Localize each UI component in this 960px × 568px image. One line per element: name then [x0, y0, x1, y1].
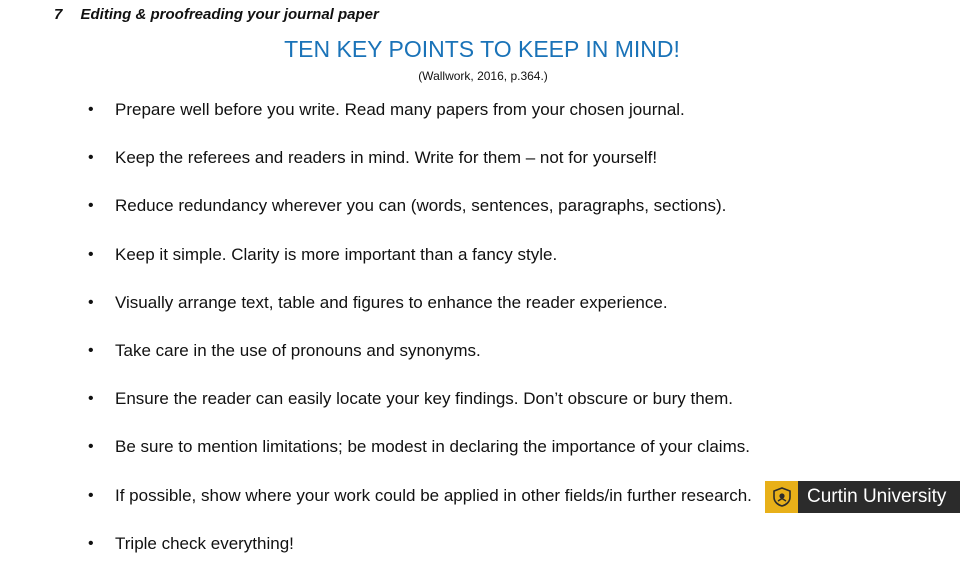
bullet-icon: • — [88, 438, 94, 456]
list-item — [88, 279, 752, 327]
list-item-text: Be sure to mention limitations; be modest in declaring the importance of your claims. — [115, 437, 750, 457]
list-item — [88, 327, 752, 375]
bullet-icon: • — [88, 149, 94, 167]
slide-section-title: Editing & proofreading your journal paper — [80, 6, 379, 23]
list-item-text: Keep the referees and readers in mind. Write for them – not for yourself! — [115, 148, 658, 168]
list-item-text: Triple check everything! — [115, 533, 294, 553]
curtin-crest-icon — [765, 481, 798, 513]
bullet-icon: • — [88, 245, 94, 263]
bullet-icon: • — [88, 486, 94, 504]
bullet-icon: • — [88, 390, 94, 408]
list-item — [88, 86, 752, 134]
bullet-icon: • — [88, 197, 94, 215]
bullet-icon: • — [88, 534, 94, 552]
list-item-text: Keep it simple. Clarity is more important than a fancy style. — [115, 244, 558, 264]
key-points-list — [88, 86, 752, 568]
list-item — [88, 472, 752, 520]
list-item — [88, 375, 752, 423]
curtin-university-logo — [765, 481, 960, 513]
list-item — [88, 520, 752, 568]
page-title: TEN KEY POINTS TO KEEP IN MIND! — [284, 36, 680, 62]
list-item-text: Take care in the use of pronouns and synonyms. — [115, 341, 481, 361]
list-item — [88, 231, 752, 279]
list-item — [88, 182, 752, 230]
bullet-icon: • — [88, 293, 94, 311]
logo-text: Curtin University — [807, 486, 947, 507]
list-item — [88, 423, 752, 471]
list-item-text: Prepare well before you write. Read many papers from your chosen journal. — [115, 100, 685, 120]
citation: (Wallwork, 2016, p.364.) — [418, 69, 548, 83]
slide-header — [54, 6, 379, 23]
list-item-text: If possible, show where your work could be applied in other fields/in further research. — [115, 485, 752, 505]
list-item-text: Ensure the reader can easily locate your key findings. Don’t obscure or bury them. — [115, 389, 733, 409]
list-item-text: Visually arrange text, table and figures to enhance the reader experience. — [115, 292, 668, 312]
bullet-icon: • — [88, 101, 94, 119]
bullet-icon: • — [88, 342, 94, 360]
list-item-text: Reduce redundancy wherever you can (words, sentences, paragraphs, sections). — [115, 196, 727, 216]
slide-number: 7 — [54, 6, 63, 23]
list-item — [88, 134, 752, 182]
